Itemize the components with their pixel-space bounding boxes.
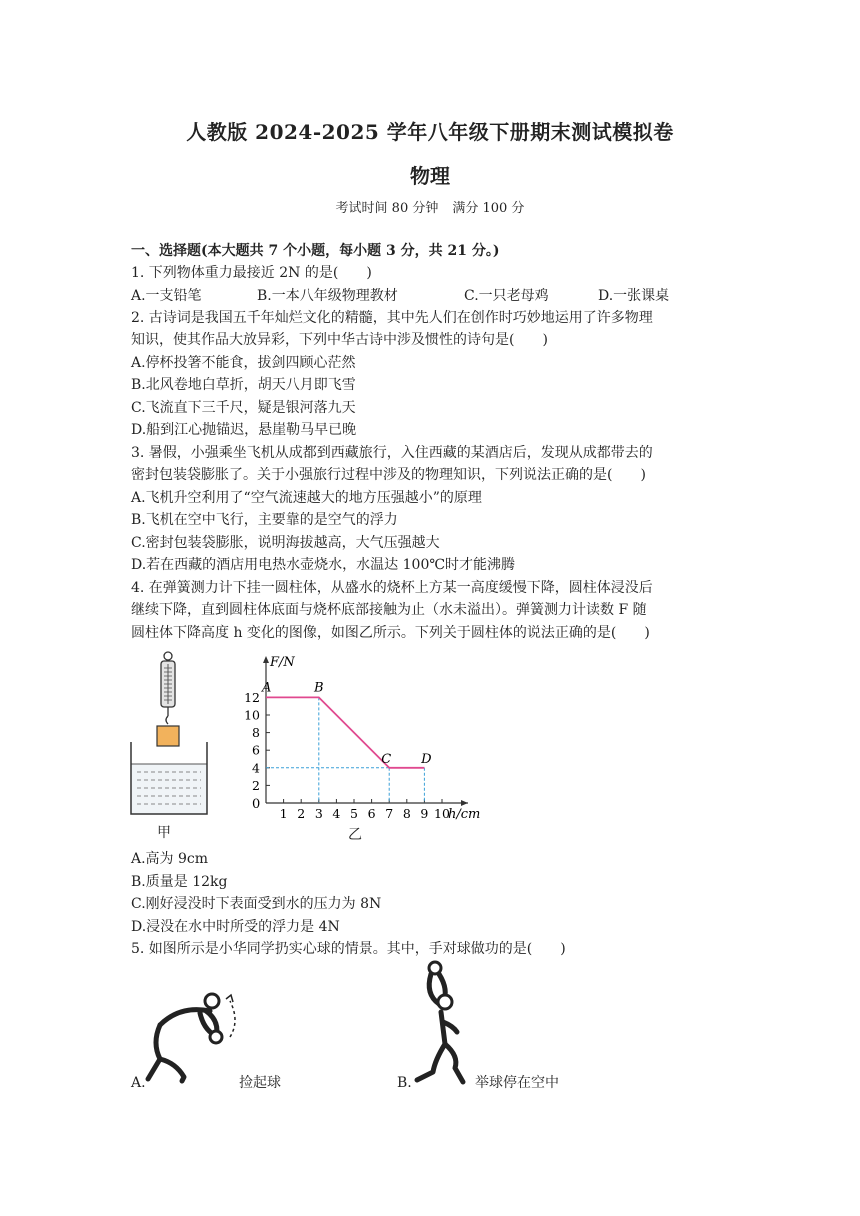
x-tick-label: 10: [434, 806, 450, 821]
q1-option-c: C.一只老母鸡: [464, 288, 549, 304]
point-label-c: C: [381, 751, 392, 767]
q4-stem-line3: 圆柱体下降高度 h 变化的图像，如图乙所示。下列关于圆柱体的说法正确的是( ): [131, 625, 650, 641]
section-heading: 一、选择题(本大题共 7 个小题，每小题 3 分，共 21 分。): [131, 243, 500, 259]
q3-option-b: B.飞机在空中飞行，主要靠的是空气的浮力: [131, 512, 398, 528]
origin-label: 0: [252, 797, 261, 812]
q5-option-b-letter: B.: [397, 1075, 412, 1091]
figure-jia: [125, 650, 215, 850]
x-tick-label: 4: [332, 806, 341, 821]
figure-yi-caption: 乙: [348, 827, 362, 843]
spring-scale-icon: [161, 652, 175, 724]
q3-option-c: C.密封包装袋膨胀，说明海拔越高，大气压强越大: [131, 535, 440, 551]
cylinder-block: [157, 726, 179, 746]
q3-option-d: D.若在西藏的酒店用电热水壶烧水，水温达 100℃时才能沸腾: [131, 557, 516, 573]
q4-stem-line1: 4. 在弹簧测力计下挂一圆柱体，从盛水的烧杯上方某一高度缓慢下降，圆柱体浸没后: [131, 580, 653, 596]
point-label-d: D: [421, 751, 432, 767]
q4-option-b: B.质量是 12kg: [131, 874, 228, 890]
q3-stem-line2: 密封包装袋膨胀了。关于小强旅行过程中涉及的物理知识，下列说法正确的是( ): [131, 467, 646, 483]
y-tick-label: 2: [252, 777, 260, 793]
y-tick-label: 8: [252, 725, 260, 741]
q4-option-a: A.高为 9cm: [131, 851, 209, 867]
q3-option-a: A.飞机升空利用了“空气流速越大的地方压强越小”的原理: [131, 490, 482, 506]
q2-stem-line2: 知识，使其作品大放异彩，下列中华古诗中涉及惯性的诗句是( ): [131, 332, 548, 348]
q2-option-c: C.飞流直下三千尺，疑是银河落九天: [131, 400, 356, 416]
x-tick-label: 8: [402, 806, 411, 821]
figure-yi-chart: [236, 650, 496, 828]
y-tick-label: 6: [252, 742, 260, 758]
y-tick-label: 10: [244, 707, 260, 723]
q1-option-d: D.一张课桌: [598, 288, 670, 304]
subject-title: 物理: [410, 164, 450, 188]
y-axis-label: F/N: [270, 655, 295, 670]
x-tick-label: 1: [279, 806, 288, 821]
q1-option-b: B.一本八年级物理教材: [257, 288, 398, 304]
q4-option-d: D.浸没在水中时所受的浮力是 4N: [131, 919, 340, 935]
pickup-ball-figure: [140, 985, 250, 1090]
point-label-a: A: [262, 680, 272, 696]
q5-stem: 5. 如图所示是小华同学扔实心球的情景。其中，手对球做功的是( ): [131, 941, 566, 957]
q2-option-b: B.北风卷地白草折，胡天八月即飞雪: [131, 377, 356, 393]
x-tick-label: 7: [385, 806, 394, 821]
y-axis-arrow: [263, 656, 269, 663]
x-tick-label: 6: [367, 806, 376, 821]
exam-score: 满分 100 分: [452, 201, 525, 216]
y-tick-label: 4: [252, 760, 260, 776]
hold-ball-figure: [405, 960, 485, 1090]
q1-option-a: A.一支铅笔: [131, 288, 202, 304]
q2-option-d: D.船到江心抛锚迟，悬崖勒马早已晚: [131, 422, 357, 438]
x-tick-label: 9: [420, 806, 429, 821]
q5-option-a-letter: A.: [131, 1075, 146, 1091]
point-label-b: B: [314, 680, 324, 696]
exam-meta: [0, 197, 860, 216]
q2-stem-line1: 2. 古诗词是我国五千年灿烂文化的精髓，其中先人们在创作时巧妙地运用了许多物理: [131, 310, 653, 326]
q2-option-a: A.停杯投箸不能食，拔剑四顾心茫然: [131, 355, 356, 371]
figure-jia-caption: 甲: [157, 825, 171, 841]
x-axis-arrow: [461, 800, 468, 806]
x-tick-label: 2: [297, 806, 306, 821]
q1-options: [131, 286, 669, 306]
exam-title: 人教版 2024-2025 学年八年级下册期末测试模拟卷: [186, 120, 674, 144]
x-tick-label: 5: [350, 806, 358, 821]
q4-stem-line2: 继续下降，直到圆柱体底面与烧杯底部接触为止（水未溢出）。弹簧测力计读数 F 随: [131, 602, 647, 618]
q5-option-a-caption: 捡起球: [239, 1075, 281, 1091]
q5-option-b-caption: 举球停在空中: [475, 1075, 559, 1091]
y-tick-label: 12: [244, 689, 260, 705]
beaker-icon: [131, 742, 207, 814]
q1-stem: 1. 下列物体重力最接近 2N 的是( ): [131, 265, 372, 281]
q4-option-c: C.刚好浸没时下表面受到水的压力为 8N: [131, 896, 382, 912]
x-axis-label: h/cm: [448, 807, 481, 822]
exam-time: 考试时间 80 分钟: [335, 201, 439, 216]
q3-stem-line1: 3. 暑假，小强乘坐飞机从成都到西藏旅行，入住西藏的某酒店后，发现从成都带去的: [131, 445, 653, 461]
x-tick-label: 3: [314, 806, 323, 821]
series-line: [266, 697, 424, 767]
